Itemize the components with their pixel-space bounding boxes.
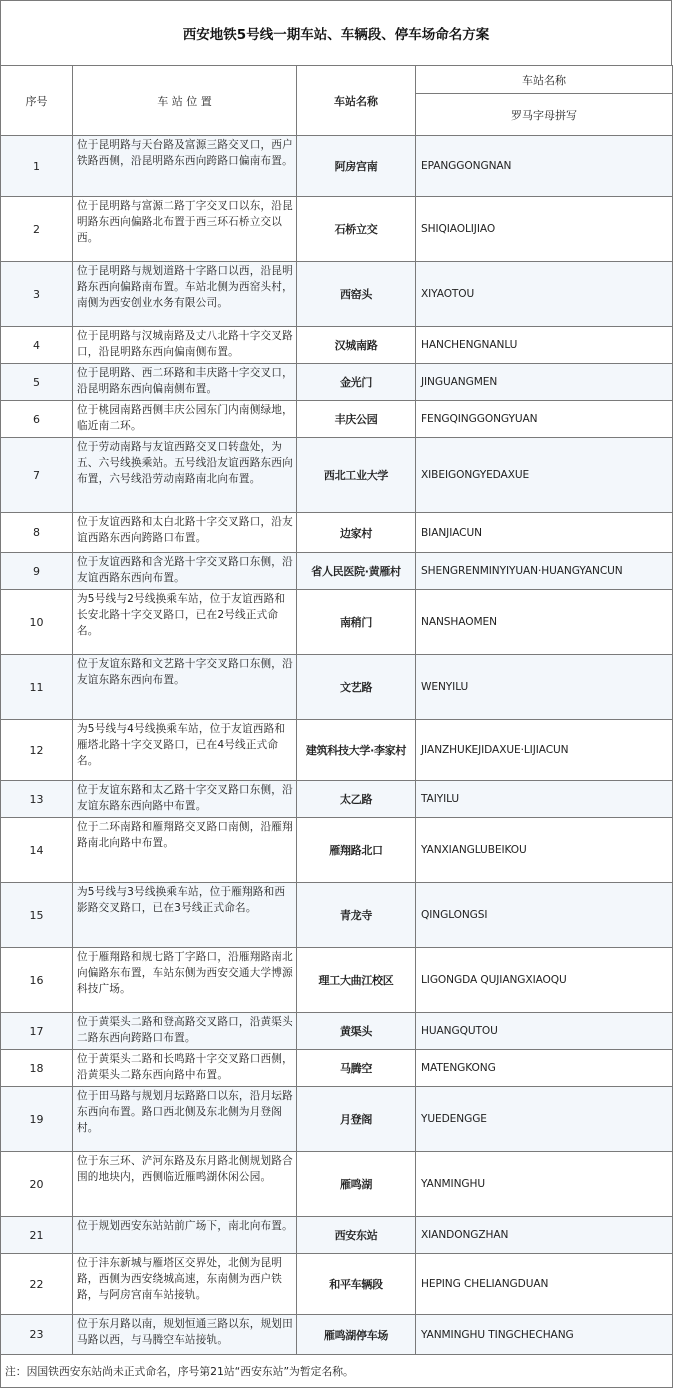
row-roman-spelling: NANSHAOMEN: [416, 590, 673, 655]
row-roman-spelling: XIYAOTOU: [416, 262, 673, 327]
table-row: [1, 262, 673, 327]
table-row: [1, 1087, 673, 1152]
table-row: [1, 513, 673, 553]
row-station-name: 南稍门: [297, 590, 416, 655]
table-row: [1, 364, 673, 401]
row-location: 位于友谊西路和含光路十字交叉路口东侧，沿友谊西路东西向布置。: [73, 553, 297, 590]
table-row: [1, 590, 673, 655]
table-row: [1, 720, 673, 781]
row-station-name: 石桥立交: [297, 197, 416, 262]
table-row: [1, 1315, 673, 1355]
row-station-name: 西北工业大学: [297, 438, 416, 513]
row-seq: 12: [1, 720, 73, 781]
table-title: 西安地铁5号线一期车站、车辆段、停车场命名方案: [0, 0, 672, 66]
row-seq: 10: [1, 590, 73, 655]
row-seq: 16: [1, 948, 73, 1013]
row-seq: 9: [1, 553, 73, 590]
row-station-name: 雁鸣湖停车场: [297, 1315, 416, 1355]
row-station-name: 太乙路: [297, 781, 416, 818]
row-station-name: 汉城南路: [297, 327, 416, 364]
row-station-name: 边家村: [297, 513, 416, 553]
row-seq: 14: [1, 818, 73, 883]
row-location: 位于昆明路与汉城南路及丈八北路十字交叉路口，沿昆明路东西向偏南侧布置。: [73, 327, 297, 364]
table-row: [1, 781, 673, 818]
row-seq: 1: [1, 136, 73, 197]
row-seq: 2: [1, 197, 73, 262]
header-station-name: 车站名称: [297, 66, 416, 136]
row-station-name: 青龙寺: [297, 883, 416, 948]
row-station-name: 西安东站: [297, 1217, 416, 1254]
row-location: 位于东三环、浐河东路及东月路北侧规划路合围的地块内，西侧临近雁鸣湖休闲公园。: [73, 1152, 297, 1217]
row-seq: 11: [1, 655, 73, 720]
row-roman-spelling: SHENGRENMINYIYUAN·HUANGYANCUN: [416, 553, 673, 590]
row-roman-spelling: XIBEIGONGYEDAXUE: [416, 438, 673, 513]
table-row: [1, 197, 673, 262]
row-station-name: 雁鸣湖: [297, 1152, 416, 1217]
row-roman-spelling: XIANDONGZHAN: [416, 1217, 673, 1254]
table-row: [1, 1217, 673, 1254]
header-seq: 序号: [1, 66, 73, 136]
row-roman-spelling: BIANJIACUN: [416, 513, 673, 553]
table-row: [1, 1152, 673, 1217]
row-location: 位于桃园南路西侧丰庆公园东门内南侧绿地，临近南二环。: [73, 401, 297, 438]
row-location: 为5号线与3号线换乘车站，位于雁翔路和西影路交叉路口，已在3号线正式命名。: [73, 883, 297, 948]
row-location: 位于沣东新城与雁塔区交界处，北侧为昆明路，西侧为西安绕城高速，东南侧为西户铁路，与阿房宫南车站接轨。: [73, 1254, 297, 1315]
row-seq: 3: [1, 262, 73, 327]
row-location: 为5号线与2号线换乘车站，位于友谊西路和长安北路十字交叉路口，已在2号线正式命名。: [73, 590, 297, 655]
row-station-name: 和平车辆段: [297, 1254, 416, 1315]
row-location: 位于昆明路与富源二路丁字交叉口以东，沿昆明路东西向偏路北布置于西三环石桥立交以西。: [73, 197, 297, 262]
row-roman-spelling: QINGLONGSI: [416, 883, 673, 948]
row-location: 位于二环南路和雁翔路交叉路口南侧，沿雁翔路南北向路中布置。: [73, 818, 297, 883]
row-station-name: 省人民医院·黄雁村: [297, 553, 416, 590]
row-station-name: 雁翔路北口: [297, 818, 416, 883]
station-naming-table: [0, 65, 673, 1388]
row-roman-spelling: SHIQIAOLIJIAO: [416, 197, 673, 262]
table-row: [1, 327, 673, 364]
row-location: 位于田马路与规划月坛路路口以东，沿月坛路东西向布置。路口西北侧及东北侧为月登阁村。: [73, 1087, 297, 1152]
row-roman-spelling: YUEDENGGE: [416, 1087, 673, 1152]
row-station-name: 金光门: [297, 364, 416, 401]
table-row: [1, 883, 673, 948]
row-seq: 21: [1, 1217, 73, 1254]
table-row: [1, 948, 673, 1013]
row-seq: 17: [1, 1013, 73, 1050]
row-roman-spelling: JIANZHUKEJIDAXUE·LIJIACUN: [416, 720, 673, 781]
row-seq: 18: [1, 1050, 73, 1087]
row-location: 为5号线与4号线换乘车站，位于友谊西路和雁塔北路十字交叉路口，已在4号线正式命名。: [73, 720, 297, 781]
row-seq: 13: [1, 781, 73, 818]
row-station-name: 月登阁: [297, 1087, 416, 1152]
table-note: 注：因国铁西安东站尚未正式命名，序号第21站“西安东站”为暂定名称。: [1, 1355, 673, 1388]
row-station-name: 黄渠头: [297, 1013, 416, 1050]
row-station-name: 建筑科技大学·李家村: [297, 720, 416, 781]
row-roman-spelling: FENGQINGGONGYUAN: [416, 401, 673, 438]
row-location: 位于雁翔路和规七路丁字路口，沿雁翔路南北向偏路东布置，车站东侧为西安交通大学博源科技广场。: [73, 948, 297, 1013]
table-row: [1, 1013, 673, 1050]
row-seq: 22: [1, 1254, 73, 1315]
header-roman-spelling: 罗马字母拼写: [416, 94, 673, 136]
table-row: [1, 818, 673, 883]
row-location: 位于黄渠头二路和长鸣路十字交叉路口西侧，沿黄渠头二路东西向路中布置。: [73, 1050, 297, 1087]
row-location: 位于友谊西路和太白北路十字交叉路口，沿友谊西路东西向跨路口布置。: [73, 513, 297, 553]
row-location: 位于友谊东路和文艺路十字交叉路口东侧，沿友谊东路东西向布置。: [73, 655, 297, 720]
row-location: 位于昆明路、西二环路和丰庆路十字交叉口，沿昆明路东西向偏南侧布置。: [73, 364, 297, 401]
row-seq: 19: [1, 1087, 73, 1152]
row-station-name: 阿房宫南: [297, 136, 416, 197]
row-roman-spelling: MATENGKONG: [416, 1050, 673, 1087]
row-roman-spelling: HUANGQUTOU: [416, 1013, 673, 1050]
row-station-name: 丰庆公园: [297, 401, 416, 438]
row-roman-spelling: TAIYILU: [416, 781, 673, 818]
row-location: 位于昆明路与规划道路十字路口以西，沿昆明路东西向偏路南布置。车站北侧为西窑头村，南侧为西安创业水务有限公司。: [73, 262, 297, 327]
row-station-name: 文艺路: [297, 655, 416, 720]
row-station-name: 西窑头: [297, 262, 416, 327]
row-seq: 15: [1, 883, 73, 948]
row-roman-spelling: LIGONGDA QUJIANGXIAOQU: [416, 948, 673, 1013]
row-roman-spelling: HANCHENGNANLU: [416, 327, 673, 364]
row-seq: 8: [1, 513, 73, 553]
table-row: [1, 136, 673, 197]
table-row: [1, 438, 673, 513]
table-row: [1, 1254, 673, 1315]
row-seq: 6: [1, 401, 73, 438]
row-roman-spelling: WENYILU: [416, 655, 673, 720]
row-seq: 5: [1, 364, 73, 401]
row-location: 位于规划西安东站站前广场下，南北向布置。: [73, 1217, 297, 1254]
table-row: [1, 1050, 673, 1087]
row-station-name: 理工大曲江校区: [297, 948, 416, 1013]
row-location: 位于黄渠头二路和登高路交叉路口，沿黄渠头二路东西向跨路口布置。: [73, 1013, 297, 1050]
row-roman-spelling: YANMINGHU: [416, 1152, 673, 1217]
table-body: [1, 136, 673, 1355]
table-row: [1, 655, 673, 720]
row-roman-spelling: JINGUANGMEN: [416, 364, 673, 401]
row-seq: 20: [1, 1152, 73, 1217]
row-seq: 23: [1, 1315, 73, 1355]
row-seq: 4: [1, 327, 73, 364]
row-roman-spelling: HEPING CHELIANGDUAN: [416, 1254, 673, 1315]
row-location: 位于友谊东路和太乙路十字交叉路口东侧，沿友谊东路东西向路中布置。: [73, 781, 297, 818]
row-location: 位于昆明路与天台路及富源三路交叉口，西户铁路西侧，沿昆明路东西向跨路口偏南布置。: [73, 136, 297, 197]
row-location: 位于劳动南路与友谊西路交叉口转盘处，为五、六号线换乘站。五号线沿友谊西路东西向布置，六号线沿劳动南路南北向布置。: [73, 438, 297, 513]
row-roman-spelling: YANXIANGLUBEIKOU: [416, 818, 673, 883]
table-row: [1, 401, 673, 438]
header-location: 车 站 位 置: [73, 66, 297, 136]
header-station-name-group: 车站名称: [416, 66, 673, 94]
row-seq: 7: [1, 438, 73, 513]
table-row: [1, 553, 673, 590]
row-roman-spelling: EPANGGONGNAN: [416, 136, 673, 197]
row-location: 位于东月路以南，规划恒通三路以东，规划田马路以西，与马腾空车站接轨。: [73, 1315, 297, 1355]
row-station-name: 马腾空: [297, 1050, 416, 1087]
row-roman-spelling: YANMINGHU TINGCHECHANG: [416, 1315, 673, 1355]
